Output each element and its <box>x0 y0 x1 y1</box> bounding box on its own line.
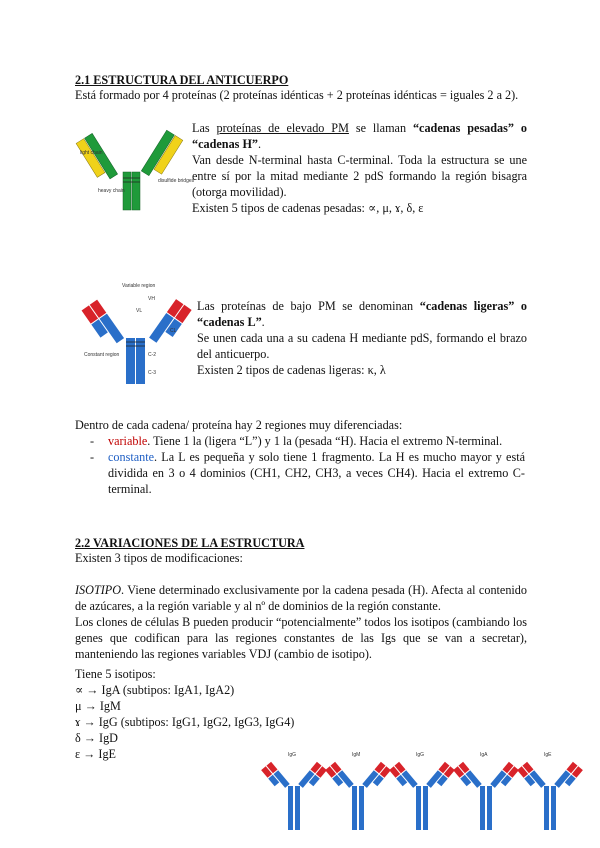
isotype-d: δ → IgD <box>75 731 118 745</box>
clones-paragraph: Los clones de células B pueden producir “potencialmente” todos los isotipos (cambiando los genes que codifican para las regiones constantes de las Igs que se van a secretar), manteniendo las regiones variables VDJ (cambio de isotipo). <box>75 615 527 661</box>
isotype-label-2: IgM <box>352 752 361 758</box>
label-vh: VH <box>148 296 155 302</box>
section-intro: Está formado por 4 proteínas (2 proteínas idénticas + 2 proteínas idénticas = iguales 2 a 2). <box>75 88 519 102</box>
isotype-label-4: IgA <box>480 752 488 758</box>
isotype-label-5: IgE <box>544 752 552 758</box>
isotypes-figure <box>262 748 588 834</box>
label-light-chain: light chain <box>80 150 103 156</box>
regions-intro: Dentro de cada cadena/ proteína hay 2 regiones muy diferenciadas: <box>75 418 403 432</box>
antibody-heavy-light-figure <box>80 120 195 212</box>
isotype-a: ∝ → IgA (subtipos: IgA1, IgA2) <box>75 683 235 697</box>
label-c3: C-3 <box>148 370 157 376</box>
regions-list <box>90 433 525 497</box>
section-2-2-intro: Existen 3 tipos de modificaciones: <box>75 551 243 565</box>
isotype-m: μ → IgM <box>75 699 121 713</box>
isotype-label-3: IgG <box>416 752 425 758</box>
label-variable-region: Variable region <box>122 283 156 289</box>
label-c2: C-2 <box>148 352 157 358</box>
heavy-chain-text: Las proteínas de elevado PM se llaman “cadenas pesadas” o “cadenas H”. Van desde N-terminal hasta C-terminal. Toda la estructura se une entre sí por la mitad mediante 2 pdS formando la región bisagra (otorga movilidad). Existen 5 tipos de cadenas pesadas: ∝, μ, ɤ, δ, ε <box>192 121 527 215</box>
label-heavy-chain: heavy chain <box>98 188 125 194</box>
isotype-label-1: IgG <box>288 752 297 758</box>
label-cl: CL <box>170 328 177 334</box>
section-heading-2-2: 2.2 VARIACIONES DE LA ESTRUCTURA <box>75 536 305 550</box>
label-disulfide: disulfide bridges <box>158 178 195 184</box>
list-item-constant: - constante. La L es pequeña y solo tiene 1 fragmento. La H es mucho mayor y está dividida en 3 o 4 dominios (CH1, CH2, CH3, a veces CH4). Hacia el extremo C-terminal. <box>90 450 525 496</box>
antibody-regions-figure <box>84 282 190 386</box>
isotype-paragraph: ISOTIPO. Viene determinado exclusivamente por la cadena pesada (H). Afecta al contenido de azúcares, a la región variable y al nº de dominios de la región constante. <box>75 583 527 613</box>
list-item-variable: - variable. Tiene 1 la (ligera “L”) y 1 la (pesada “H). Hacia el extremo N-terminal. <box>90 434 503 448</box>
label-vl: VL <box>136 308 143 314</box>
light-chain-text: Las proteínas de bajo PM se denominan “cadenas ligeras” o “cadenas L”. Se unen cada una a su cadena H mediante pdS, formando el brazo del anticuerpo. Existen 2 tipos de cadenas ligeras: κ, λ <box>197 299 527 377</box>
isotypes-block: Tiene 5 isotipos: ∝ → IgA (subtipos: IgA1, IgA2) μ → IgM ɤ → IgG (subtipos: IgG1, IgG2, IgG3, IgG4) δ → IgD ε → IgE <box>75 667 295 761</box>
isotype-e: ε → IgE <box>75 747 116 761</box>
label-constant-region: Constant region <box>84 352 120 358</box>
section-heading-2-1: 2.1 ESTRUCTURA DEL ANTICUERPO <box>75 73 289 87</box>
isotype-g: ɤ → IgG (subtipos: IgG1, IgG2, IgG3, IgG4) <box>75 715 295 729</box>
